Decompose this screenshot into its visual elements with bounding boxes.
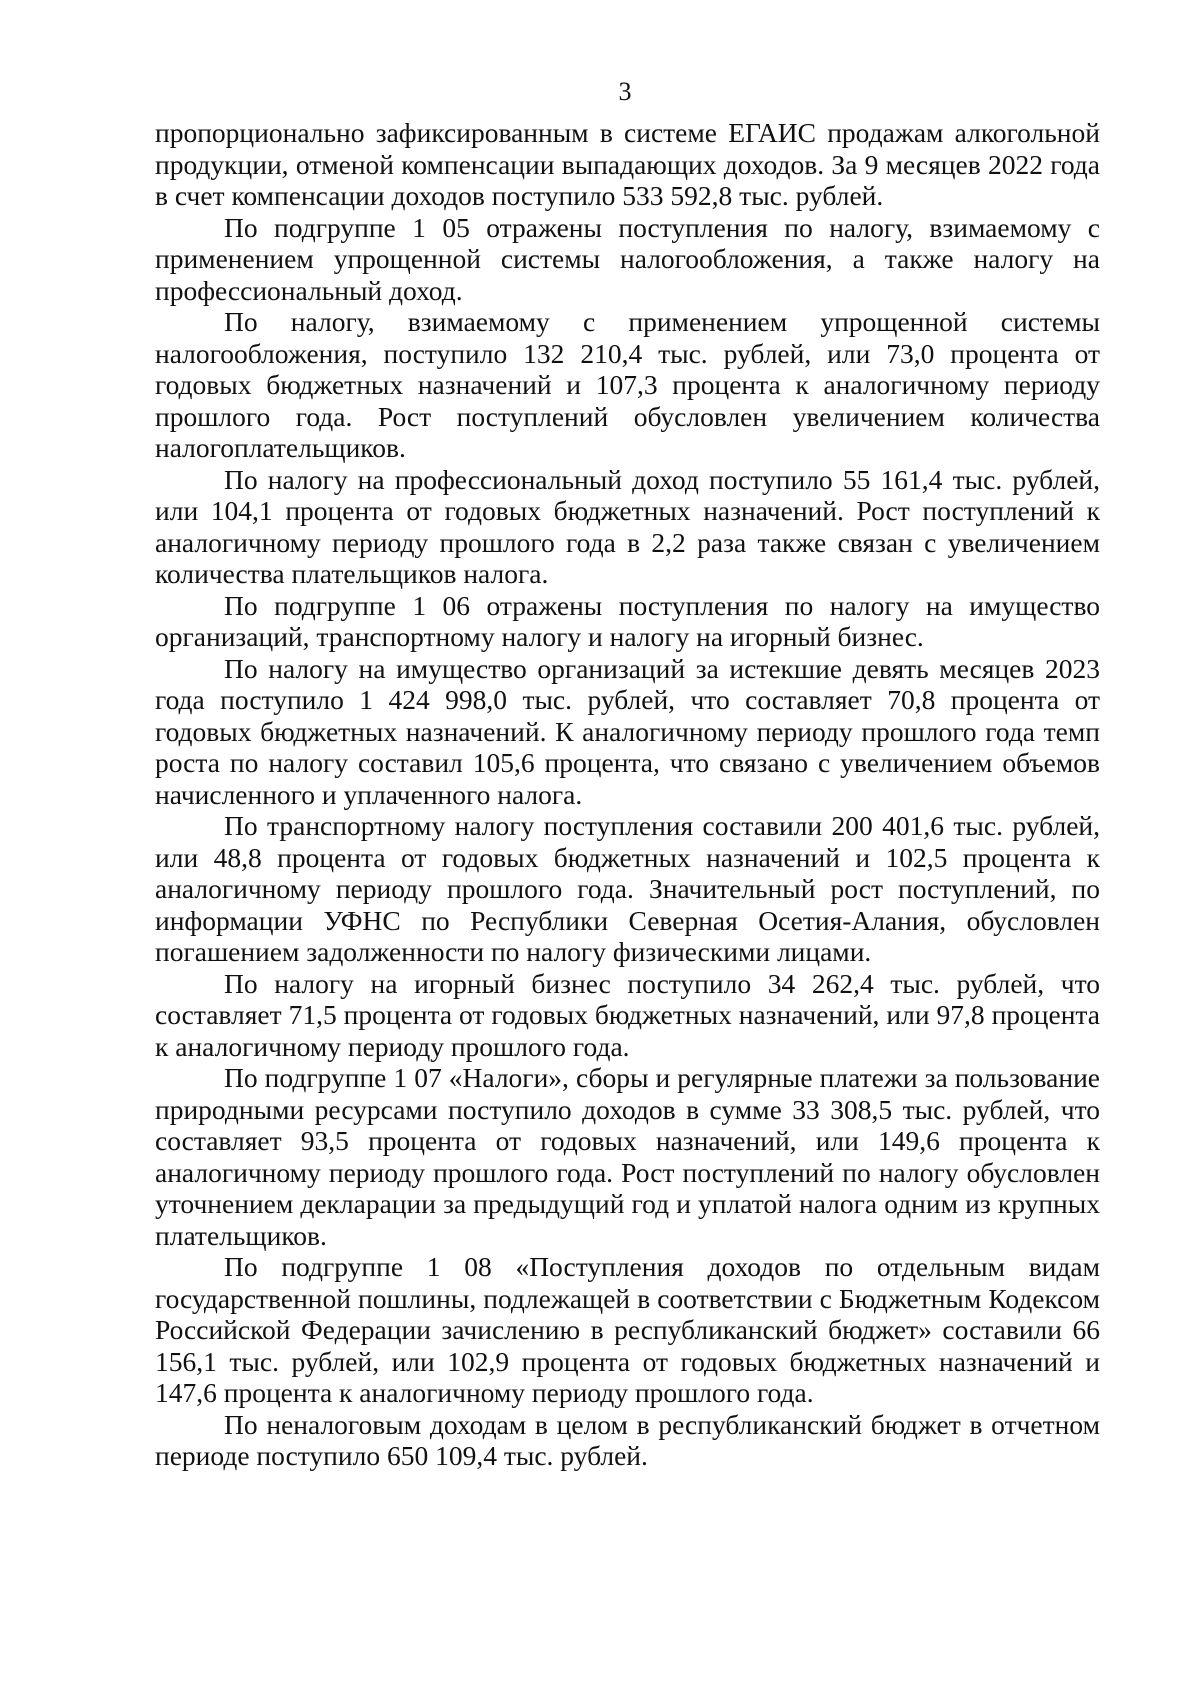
paragraph-non-tax-revenue: По неналоговым доходам в целом в республиканский бюджет в отчетном периоде поступило 650 109,4 тыс. рублей. — [155, 1408, 1100, 1471]
paragraph-gambling-tax: По налогу на игорный бизнес поступило 34 262,4 тыс. рублей, что составляет 71,5 процента от годовых бюджетных назначений, или 97,8 процента к аналогичному периоду прошлого года. — [155, 967, 1100, 1062]
paragraph-subgroup-1-07: По подгруппе 1 07 «Налоги», сборы и регулярные платежи за пользование природными ресурсами поступило доходов в сумме 33 308,5 тыс. рублей, что составляет 93,5 процента от годовых назначений, или 149,6 процента к аналогичному периоду прошлого года. Рост поступлений по налогу обусловлен уточнением декларации за предыдущий год и уплатой налога одним из крупных плательщиков. — [155, 1062, 1100, 1251]
paragraph-subgroup-1-06: По подгруппе 1 06 отражены поступления по налогу на имущество организаций, транспортному налогу и налогу на игорный бизнес. — [155, 589, 1100, 652]
paragraph-property-tax: По налогу на имущество организаций за истекшие девять месяцев 2023 года поступило 1 424 998,0 тыс. рублей, что составляет 70,8 процента от годовых бюджетных назначений. К аналогичному периоду прошлого года темп роста по налогу составил 105,6 процента, что связано с увеличением объемов начисленного и уплаченного налога. — [155, 652, 1100, 810]
page-number: 3 — [618, 77, 632, 106]
paragraph-continuation: пропорционально зафиксированным в системе ЕГАИС продажам алкогольной продукции, отменой компенсации выпадающих доходов. За 9 месяцев 2022 года в счет компенсации доходов поступило 533 592,8 тыс. рублей. — [155, 117, 1100, 211]
paragraph-subgroup-1-05: По подгруппе 1 05 отражены поступления по налогу, взимаемому с применением упрощенной системы налогообложения, а также налогу на профессиональный доход. — [155, 211, 1100, 306]
paragraph-subgroup-1-08: По подгруппе 1 08 «Поступления доходов по отдельным видам государственной пошлины, подлежащей в соответствии с Бюджетным Кодексом Российской Федерации зачислению в республиканский бюджет» составили 66 156,1 тыс. рублей, или 102,9 процента от годовых бюджетных назначений и 147,6 процента к аналогичному периоду прошлого года. — [155, 1251, 1100, 1408]
paragraph-professional-income-tax: По налогу на профессиональный доход поступило 55 161,4 тыс. рублей, или 104,1 процента от годовых бюджетных назначений. Рост поступлений к аналогичному периоду прошлого года в 2,2 раза также связан с увеличением количества плательщиков налога. — [155, 463, 1100, 589]
paragraph-transport-tax: По транспортному налогу поступления составили 200 401,6 тыс. рублей, или 48,8 процента от годовых бюджетных назначений и 102,5 процента к аналогичному периоду прошлого года. Значительный рост поступлений, по информации УФНС по Республики Северная Осетия-Алания, обусловлен погашением задолженности по налогу физическими лицами. — [155, 810, 1100, 967]
paragraph-simplified-tax: По налогу, взимаемому с применением упрощенной системы налогообложения, поступило 132 210,4 тыс. рублей, или 73,0 процента от годовых бюджетных назначений и 107,3 процента к аналогичному периоду прошлого года. Рост поступлений обусловлен увеличением количества налогоплательщиков. — [155, 306, 1100, 463]
document-body — [155, 117, 1100, 1472]
